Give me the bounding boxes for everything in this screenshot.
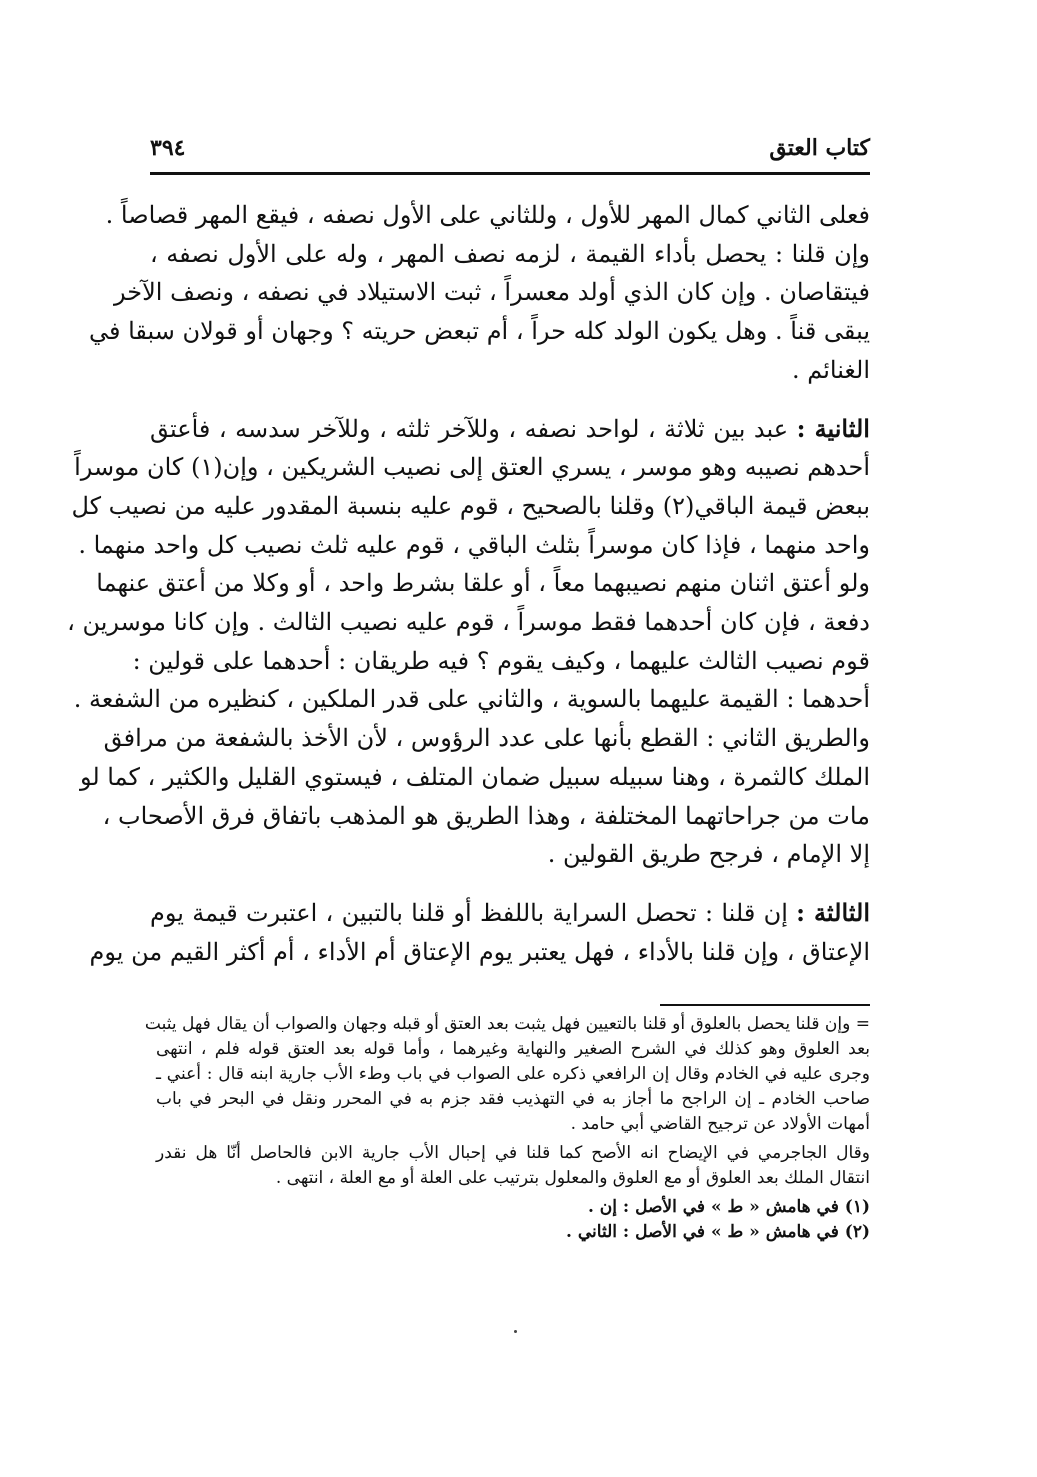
footnote-line: وقال الجاجرمي في الإيضاح انه الأصح كما قلنا في إحبال الأب جارية الابن فالحاصل أنّا هل نقدر	[156, 1143, 870, 1163]
main-text	[67, 196, 870, 991]
footnote-line: انتقال الملك بعد العلوق أو مع العلوق والمعلول بترتيب على العلة أو مع العلة ، انتهى .	[275, 1168, 870, 1188]
text-line: ببعض قيمة الباقي(٢) وقلنا بالصحيح ، قوم عليه بنسبة المقدور عليه من نصيب كل	[71, 491, 870, 520]
text-segment: عبد بين ثلاثة ، لواحد نصفه ، وللآخر ثلثه ، وللآخر سدسه ، فأعتق	[150, 414, 789, 443]
footnote-second	[156, 1141, 870, 1191]
text-line: إلا الإمام ، فرجح طريق القولين .	[547, 840, 870, 869]
text-line: قوم نصيب الثالث عليهما ، وكيف يقوم ؟ فيه طريقان : أحدهما على قولين :	[132, 646, 870, 675]
text-line: يبقى قناً . وهل يكون الولد كله حراً ، أم تبعض حريته ؟ وجهان أو قولان سبقا في	[89, 317, 870, 346]
text-line: مات من جراحاتهما المختلفة ، وهذا الطريق هو المذهب باتفاق فرق الأصحاب ،	[102, 801, 870, 830]
footnotes	[144, 1012, 870, 1245]
footnote-line: أمهات الأولاد عن ترجيح القاضي أبي حامد .	[570, 1114, 870, 1134]
footnote-2: (٢) في هامش « ط » في الأصل : الثاني .	[566, 1222, 870, 1242]
footnote-continued	[144, 1012, 870, 1137]
text-line-first	[150, 894, 870, 933]
footnote-line: = وإن قلنا يحصل بالعلوق أو قلنا بالتعيين فهل يثبت بعد العتق أو قبله وجهان والصواب أن يقال فهل يثبت	[144, 1014, 870, 1034]
text-line: دفعة ، فإن كان أحدهما فقط موسراً ، قوم عليه نصيب الثالث . وإن كانا موسرين ،	[67, 608, 870, 637]
footnote-rule	[660, 1004, 870, 1006]
paragraph-3	[89, 894, 870, 971]
text-line: وإن قلنا : يحصل بأداء القيمة ، لزمه نصف المهر ، وله على الأول نصفه ،	[150, 239, 870, 268]
paragraph-lead: الثالثة :	[796, 897, 870, 927]
text-line: فعلى الثاني كمال المهر للأول ، وللثاني على الأول نصفه ، فيقع المهر قصاصاً .	[105, 201, 870, 229]
text-line: ولو أعتق اثنان منهم نصيبهما معاً ، أو علقا بشرط واحد ، أو وكلا من أعتق عنهما	[96, 569, 870, 598]
paragraph-1	[89, 196, 870, 390]
footnote-1: (١) في هامش « ط » في الأصل : إن .	[587, 1197, 870, 1217]
running-header	[150, 128, 870, 168]
text-line: فيتقاصان . وإن كان الذي أولد معسراً ، ثبت الاستيلاد في نصفه ، ونصف الآخر	[114, 278, 870, 307]
text-line: الملك كالثمرة ، وهنا سبيله سبيل ضمان المتلف ، فيستوي القليل والكثير ، كما لو	[79, 762, 870, 791]
text-line: واحد منهما ، فإذا كان موسراً بثلث الباقي ، قوم عليه ثلث نصيب كل واحد منهما .	[78, 530, 870, 559]
text-line: والطريق الثاني : القطع بأنها على عدد الرؤوس ، لأن الأخذ بالشفعة من مرافق	[103, 724, 870, 753]
text-line-first	[150, 410, 870, 449]
footnote-line: صاحب الخادم ـ إن الراجح ما أجاز به في التهذيب فقد جزم به في المحرر ونقل في البحر في باب	[156, 1089, 870, 1109]
paragraph-2	[67, 410, 870, 874]
footnote-line: بعد العلوق وهو كذلك في الشرح الصغير والنهاية وغيرهما ، وأما قوله بعد العتق قوله فلم ، انتهى	[156, 1039, 870, 1059]
header-title: كتاب العتق	[769, 135, 870, 161]
text-line: الإعتاق ، وإن قلنا بالأداء ، فهل يعتبر يوم الإعتاق أم الأداء ، أم أكثر القيم من يوم	[89, 937, 870, 966]
header-rule	[150, 172, 870, 175]
footnote-line: وجرى عليه في الخادم وقال إن الرافعي ذكره على الصواب في باب وطء الأب جارية ابنه قال : أعني ـ	[156, 1064, 870, 1084]
page-number: ٣٩٤	[150, 135, 186, 161]
text-segment: إن قلنا : تحصل السراية باللفظ أو قلنا بالتبين ، اعتبرت قيمة يوم	[150, 898, 788, 927]
text-line: أحدهما : القيمة عليهما بالسوية ، والثاني على قدر الملكين ، كنظيره من الشفعة .	[73, 685, 870, 714]
text-line: أحدهم نصيبه وهو موسر ، يسري العتق إلى نصيب الشريكين ، وإن(١) كان موسراً	[74, 453, 870, 482]
text-line: الغنائم .	[791, 355, 870, 384]
page-mark	[514, 1330, 517, 1333]
paragraph-lead: الثانية :	[796, 413, 870, 443]
